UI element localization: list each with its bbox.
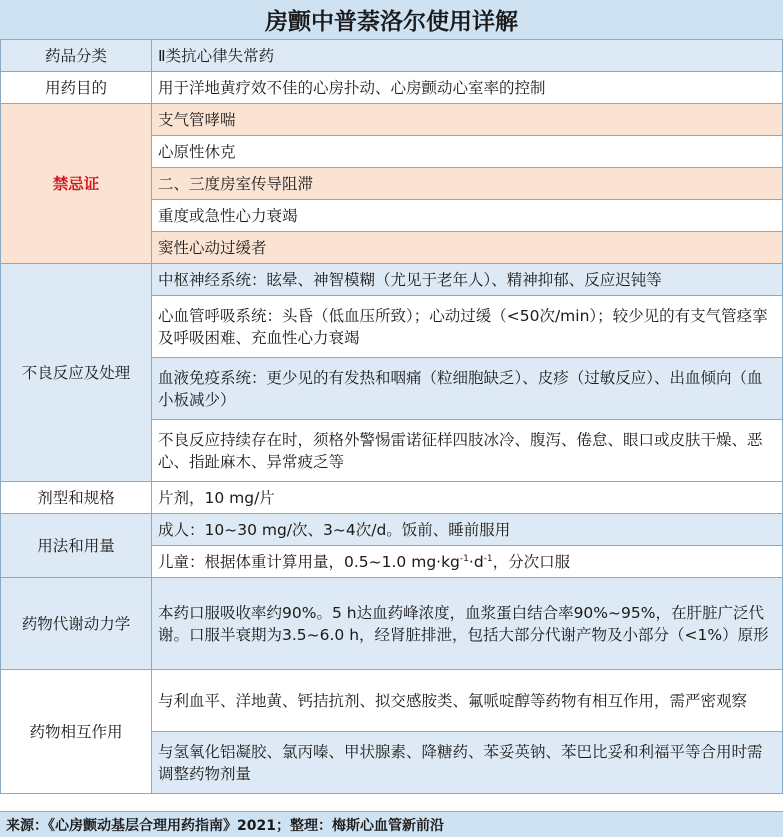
table-row (1, 264, 783, 296)
exponent: -1 (459, 553, 469, 564)
usage-child (152, 546, 783, 578)
source-footer: 来源：《心房颤动基层合理用药指南》2021；整理：梅斯心血管新前沿 (0, 811, 783, 837)
table-row (1, 670, 783, 732)
row-value: 片剂，10 mg/片 (152, 482, 783, 514)
row-label: 用药目的 (1, 72, 152, 104)
table-row (1, 40, 783, 72)
contraindication-item: 心原性休克 (152, 136, 783, 168)
table-row (1, 104, 783, 136)
interaction-item: 与氢氧化铝凝胶、氯丙嗪、甲状腺素、降糖药、苯妥英钠、苯巴比妥和利福平等合用时需调整药物剂量 (152, 732, 783, 794)
adverse-item: 血液免疫系统：更少见的有发热和咽痛（粒细胞缺乏）、皮疹（过敏反应）、出血倾向（血小板减少） (152, 358, 783, 420)
page-title: 房颤中普萘洛尔使用详解 (0, 0, 783, 40)
table-row (1, 72, 783, 104)
interaction-label: 药物相互作用 (1, 670, 152, 794)
contraindication-item: 窦性心动过缓者 (152, 232, 783, 264)
usage-label: 用法和用量 (1, 514, 152, 578)
usage-child-suffix: ，分次口服 (492, 552, 571, 571)
contraindication-item: 二、三度房室传导阻滞 (152, 168, 783, 200)
adverse-label: 不良反应及处理 (1, 264, 152, 482)
row-value: 用于洋地黄疗效不佳的心房扑动、心房颤动心室率的控制 (152, 72, 783, 104)
row-value: Ⅱ类抗心律失常药 (152, 40, 783, 72)
adverse-item: 心血管呼吸系统：头昏（低血压所致）；心动过缓（<50次/min）；较少见的有支气管痉挛及呼吸困难、充血性心力衰竭 (152, 296, 783, 358)
table-row (1, 578, 783, 670)
contraindication-item: 重度或急性心力衰竭 (152, 200, 783, 232)
drug-info-table (0, 39, 783, 794)
exponent: -1 (483, 553, 493, 564)
usage-child-unit: ·d (468, 552, 484, 571)
adverse-item: 不良反应持续存在时，须格外警惕雷诺征样四肢冰冷、腹泻、倦怠、眼口或皮肤干燥、恶心、指趾麻木、异常疲乏等 (152, 420, 783, 482)
table-row (1, 514, 783, 546)
table-row (1, 482, 783, 514)
row-label: 药品分类 (1, 40, 152, 72)
interaction-item: 与利血平、洋地黄、钙拮抗剂、拟交感胺类、氟哌啶醇等药物有相互作用，需严密观察 (152, 670, 783, 732)
usage-child-text: 儿童：根据体重计算用量，0.5~1.0 mg·kg (158, 552, 460, 571)
row-value: 本药口服吸收率约90%。5 h达血药峰浓度，血浆蛋白结合率90%~95%，在肝脏广泛代谢。口服半衰期为3.5~6.0 h，经肾脏排泄，包括大部分代谢产物及小部分（<1%）原形 (152, 578, 783, 670)
adverse-item: 中枢神经系统：眩晕、神智模糊（尤见于老年人）、精神抑郁、反应迟钝等 (152, 264, 783, 296)
contraindication-label: 禁忌证 (1, 104, 152, 264)
usage-adult: 成人：10~30 mg/次、3~4次/d。饭前、睡前服用 (152, 514, 783, 546)
row-label: 剂型和规格 (1, 482, 152, 514)
contraindication-item: 支气管哮喘 (152, 104, 783, 136)
row-label: 药物代谢动力学 (1, 578, 152, 670)
